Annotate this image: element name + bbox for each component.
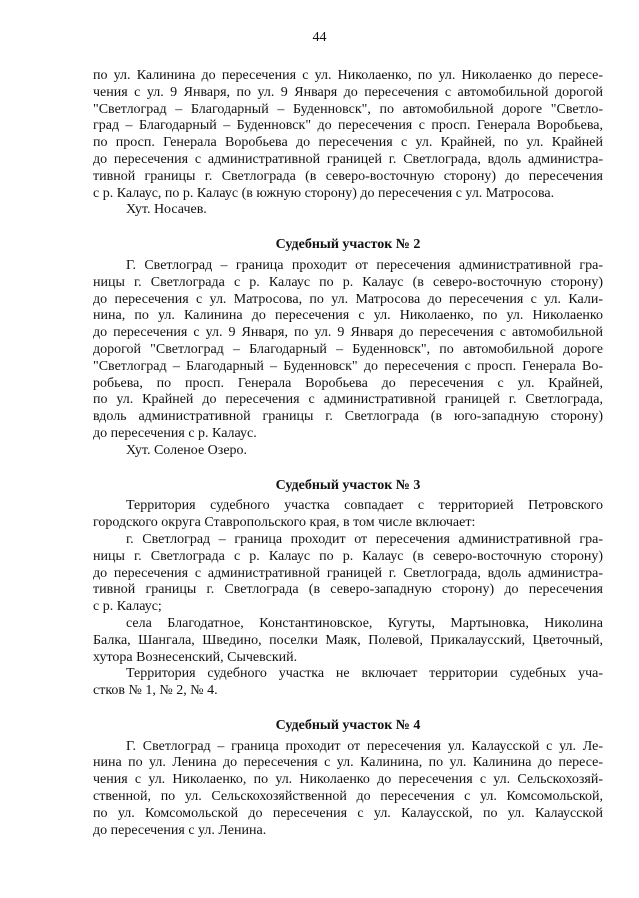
- text-line: по просп. Генерала Воробьева до пересечения с ул. Крайней, по ул. Крайней: [93, 135, 603, 151]
- text-line: стков № 1, № 2, № 4.: [93, 683, 218, 699]
- text-line: до пересечения с административной границей г. Светлограда, вдоль администра-: [93, 565, 603, 581]
- text-line: нина, по ул. Калинина до пересечения с ул. Николаенко, по ул. Николаенко: [93, 308, 603, 324]
- page-number: 44: [312, 30, 327, 45]
- text-line: чения с ул. 9 Января, по ул. 9 Января до пересечения с автомобильной дорогой: [93, 84, 603, 100]
- text-line: городского округа Ставропольского края, в том числе включает:: [93, 515, 476, 531]
- paragraph: [93, 498, 603, 532]
- text-line: Территория судебного участка совпадает с территорией Петровского: [126, 498, 603, 514]
- text-line: хутора Вознесенский, Сычевский.: [93, 649, 298, 665]
- text-line: тивной границы г. Светлограда (в северо-западную сторону) до пересечения: [93, 582, 603, 598]
- text-line: до пересечения с ул. 9 Января, по ул. 9 Января до пересечения с автомобильной: [93, 325, 603, 341]
- section-heading: Судебный участок № 2: [275, 237, 421, 253]
- text-line: ницы г. Светлограда с р. Калаус по р. Калаус (в северо-восточную сторону): [93, 274, 603, 290]
- paragraph: [93, 532, 603, 616]
- text-line: тивной границы г. Светлограда (в северо-восточную сторону) до пересечения: [93, 168, 603, 184]
- document-body: [93, 68, 603, 839]
- text-line: до пересечения с административной границей г. Светлограда, вдоль администра-: [93, 151, 603, 167]
- section-1: [93, 68, 603, 219]
- text-line: чения с ул. Николаенко, по ул. Николаенко до пересечения с ул. Сельскохозяй-: [93, 772, 603, 788]
- text-line: Хут. Носачев.: [126, 202, 207, 218]
- text-line: дорогой "Светлоград – Благодарный – Буденновск", по автомобильной дороге: [93, 341, 603, 357]
- section-2: [93, 237, 603, 459]
- paragraph: [93, 616, 603, 666]
- text-line: до пересечения с ул. Матросова, по ул. Матросова до пересечения с ул. Кали-: [93, 291, 603, 307]
- paragraph: [93, 202, 603, 219]
- text-line: Балка, Шангала, Шведино, поселки Маяк, Полевой, Прикалаусский, Цветочный,: [93, 632, 603, 648]
- text-line: Хут. Соленое Озеро.: [126, 442, 248, 458]
- text-line: робьева, по просп. Генерала Воробьева до пересечения с ул. Крайней,: [93, 375, 603, 391]
- paragraph: [93, 258, 603, 443]
- section-heading: Судебный участок № 3: [275, 477, 421, 493]
- paragraph: [93, 443, 603, 460]
- section-3: [93, 478, 603, 700]
- text-line: с р. Калаус;: [93, 599, 162, 615]
- text-line: по ул. Калинина до пересечения с ул. Николаенко, по ул. Николаенко до пересе-: [93, 68, 603, 83]
- text-line: с р. Калаус, по р. Калаус (в южную сторону) до пересечения с ул. Матросова.: [93, 185, 555, 201]
- text-line: по ул. Комсомольской до пересечения с ул. Калаусской, по ул. Калаусской: [93, 805, 603, 821]
- section-spacer: [93, 460, 603, 478]
- text-line: Г. Светлоград – граница проходит от пересечения административной гра-: [126, 257, 603, 273]
- text-line: Г. Светлоград – граница проходит от пересечения ул. Калаусской с ул. Ле-: [126, 738, 603, 754]
- text-line: по ул. Крайней до пересечения с административной границей г. Светлограда,: [93, 392, 603, 408]
- text-line: ственной, по ул. Сельскохозяйственной до пересечения с ул. Комсомольской,: [93, 789, 603, 805]
- text-line: ницы г. Светлограда с р. Калаус по р. Калаус (в северо-восточную сторону): [93, 548, 603, 564]
- paragraph: [93, 739, 603, 840]
- text-line: г. Светлоград – граница проходит от пересечения административной гра-: [126, 531, 603, 547]
- text-line: до пересечения с ул. Ленина.: [93, 822, 267, 838]
- section-heading: Судебный участок № 4: [275, 717, 421, 733]
- text-line: "Светлоград – Благодарный – Буденновск" до пересечения с просп. Генерала Во-: [93, 358, 603, 374]
- text-line: вдоль административной границы г. Светлограда (в юго-западную сторону): [93, 409, 603, 425]
- text-line: нина по ул. Ленина до пересечения с ул. Калинина, по ул. Калинина до пересе-: [93, 755, 603, 771]
- paragraph: [93, 68, 603, 202]
- text-line: до пересечения с р. Калаус.: [93, 425, 257, 441]
- section-spacer: [93, 219, 603, 237]
- text-line: град – Благодарный – Буденновск" до пересечения с просп. Генерала Воробьева,: [93, 118, 603, 134]
- paragraph: [93, 666, 603, 700]
- text-line: Территория судебного участка не включает территории судебных уча-: [126, 666, 603, 682]
- section-4: [93, 718, 603, 840]
- section-spacer: [93, 700, 603, 718]
- text-line: села Благодатное, Константиновское, Кугуты, Мартыновка, Николина: [126, 615, 603, 631]
- text-line: "Светлоград – Благодарный – Буденновск", по автомобильной дороге "Светло-: [93, 101, 603, 117]
